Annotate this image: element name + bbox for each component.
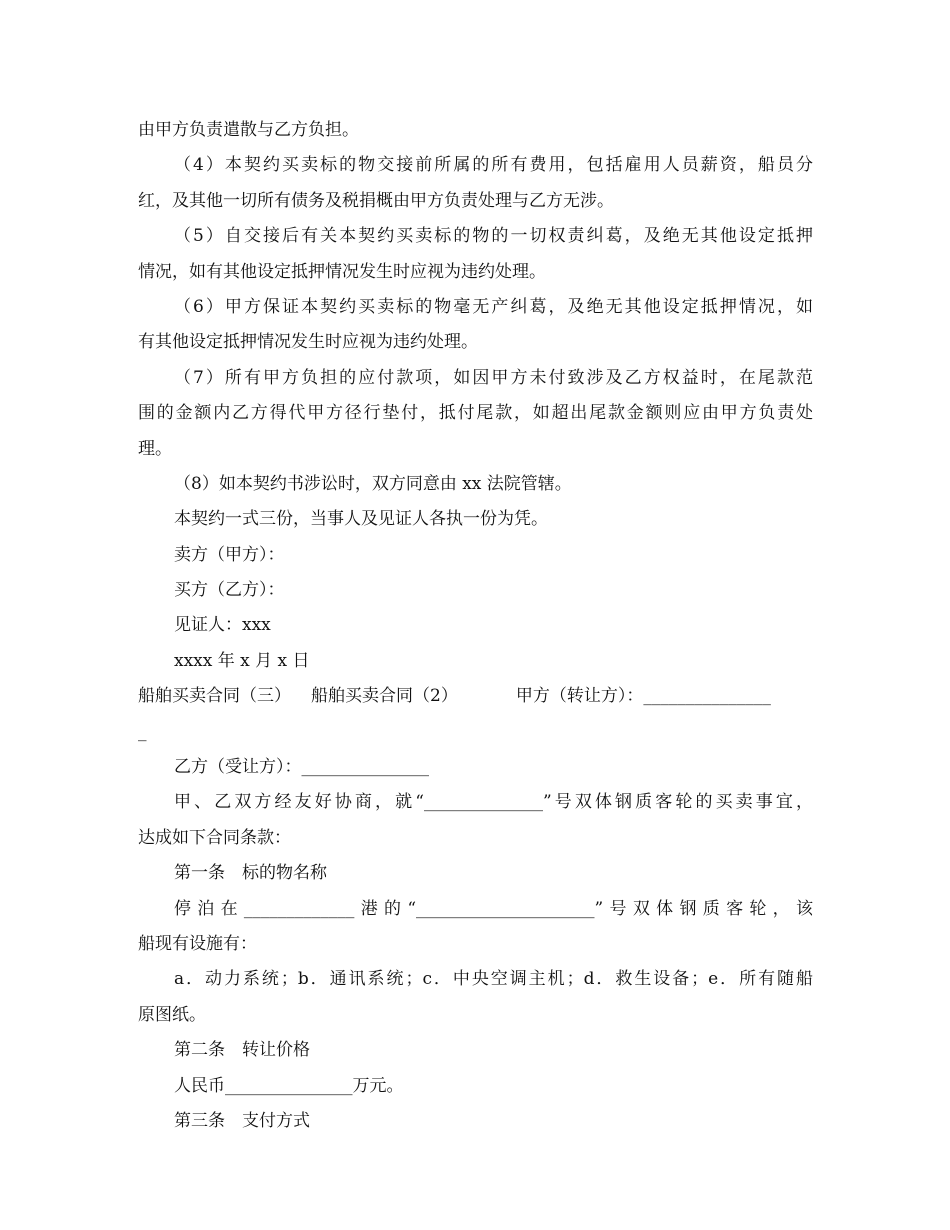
contract-title-2: 船舶买卖合同（2） <box>311 686 458 707</box>
paragraph-line: 甲、乙双方经友好协商，就“______________”号双体钢质客轮的买卖事宜， <box>174 792 813 813</box>
document-body <box>138 113 813 1139</box>
article-heading: 第二条 转让价格 <box>174 1040 310 1061</box>
paragraph-line: （6）甲方保证本契约买卖标的物毫无产纠葛，及绝无其他设定抵押情况，如 <box>174 296 813 317</box>
paragraph-line: 达成如下合同条款： <box>138 827 291 848</box>
contract-title-line <box>138 679 813 714</box>
paragraph-line: 由甲方负责遣散与乙方负担。 <box>138 120 359 140</box>
paragraph-line: 理。 <box>138 438 172 459</box>
paragraph-line: 船现有设施有： <box>138 933 257 954</box>
paragraph-line: 红，及其他一切所有债务及税捐概由甲方负责处理与乙方无涉。 <box>138 190 614 211</box>
paragraph-line: 有其他设定抵押情况发生时应视为违约处理。 <box>138 332 478 353</box>
paragraph-line: 围的金额内乙方得代甲方径行垫付，抵付尾款，如超出尾款金额则应由甲方负责处 <box>138 403 813 424</box>
article-heading: 第一条 标的物名称 <box>174 863 327 884</box>
paragraph-line: 人民币_______________万元。 <box>174 1075 404 1096</box>
paragraph-line: 原图纸。 <box>138 1004 206 1025</box>
wrapped-underscore: _ <box>138 721 147 742</box>
party-b-field: 乙方（受让方）：_______________ <box>174 757 429 778</box>
witness-line: 见证人：xxx <box>174 615 271 636</box>
paragraph-line: 本契约一式三份，当事人及见证人各执一份为凭。 <box>174 509 548 530</box>
article-heading: 第三条 支付方式 <box>174 1110 310 1131</box>
signature-seller-line: 卖方（甲方）： <box>174 544 285 565</box>
date-line: xxxx 年 x 月 x 日 <box>174 650 310 671</box>
paragraph-line: （4）本契约买卖标的物交接前所属的所有费用，包括雇用人员薪资，船员分 <box>174 155 813 176</box>
paragraph-line: （8）如本契约书涉讼时，双方同意由 xx 法院管辖。 <box>174 473 572 494</box>
paragraph-line: 情况，如有其他设定抵押情况发生时应视为违约处理。 <box>138 261 546 282</box>
paragraph-line: a．动力系统；b．通讯系统；c．中央空调主机；d．救生设备；e．所有随船 <box>174 969 813 990</box>
party-a-field: 甲方（转让方）：_______________ <box>515 686 771 707</box>
signature-buyer-line: 买方（乙方）： <box>174 580 285 601</box>
paragraph-line: （5）自交接后有关本契约买卖标的物的一切权责纠葛，及绝无其他设定抵押 <box>174 226 813 247</box>
paragraph-line: （7）所有甲方负担的应付款项，如因甲方未付致涉及乙方权益时，在尾款范 <box>174 367 813 388</box>
contract-title-3: 船舶买卖合同（三） <box>138 686 291 707</box>
paragraph-line: 停泊在_____________港的“_____________________”号双体钢质客轮，该 <box>174 898 813 919</box>
